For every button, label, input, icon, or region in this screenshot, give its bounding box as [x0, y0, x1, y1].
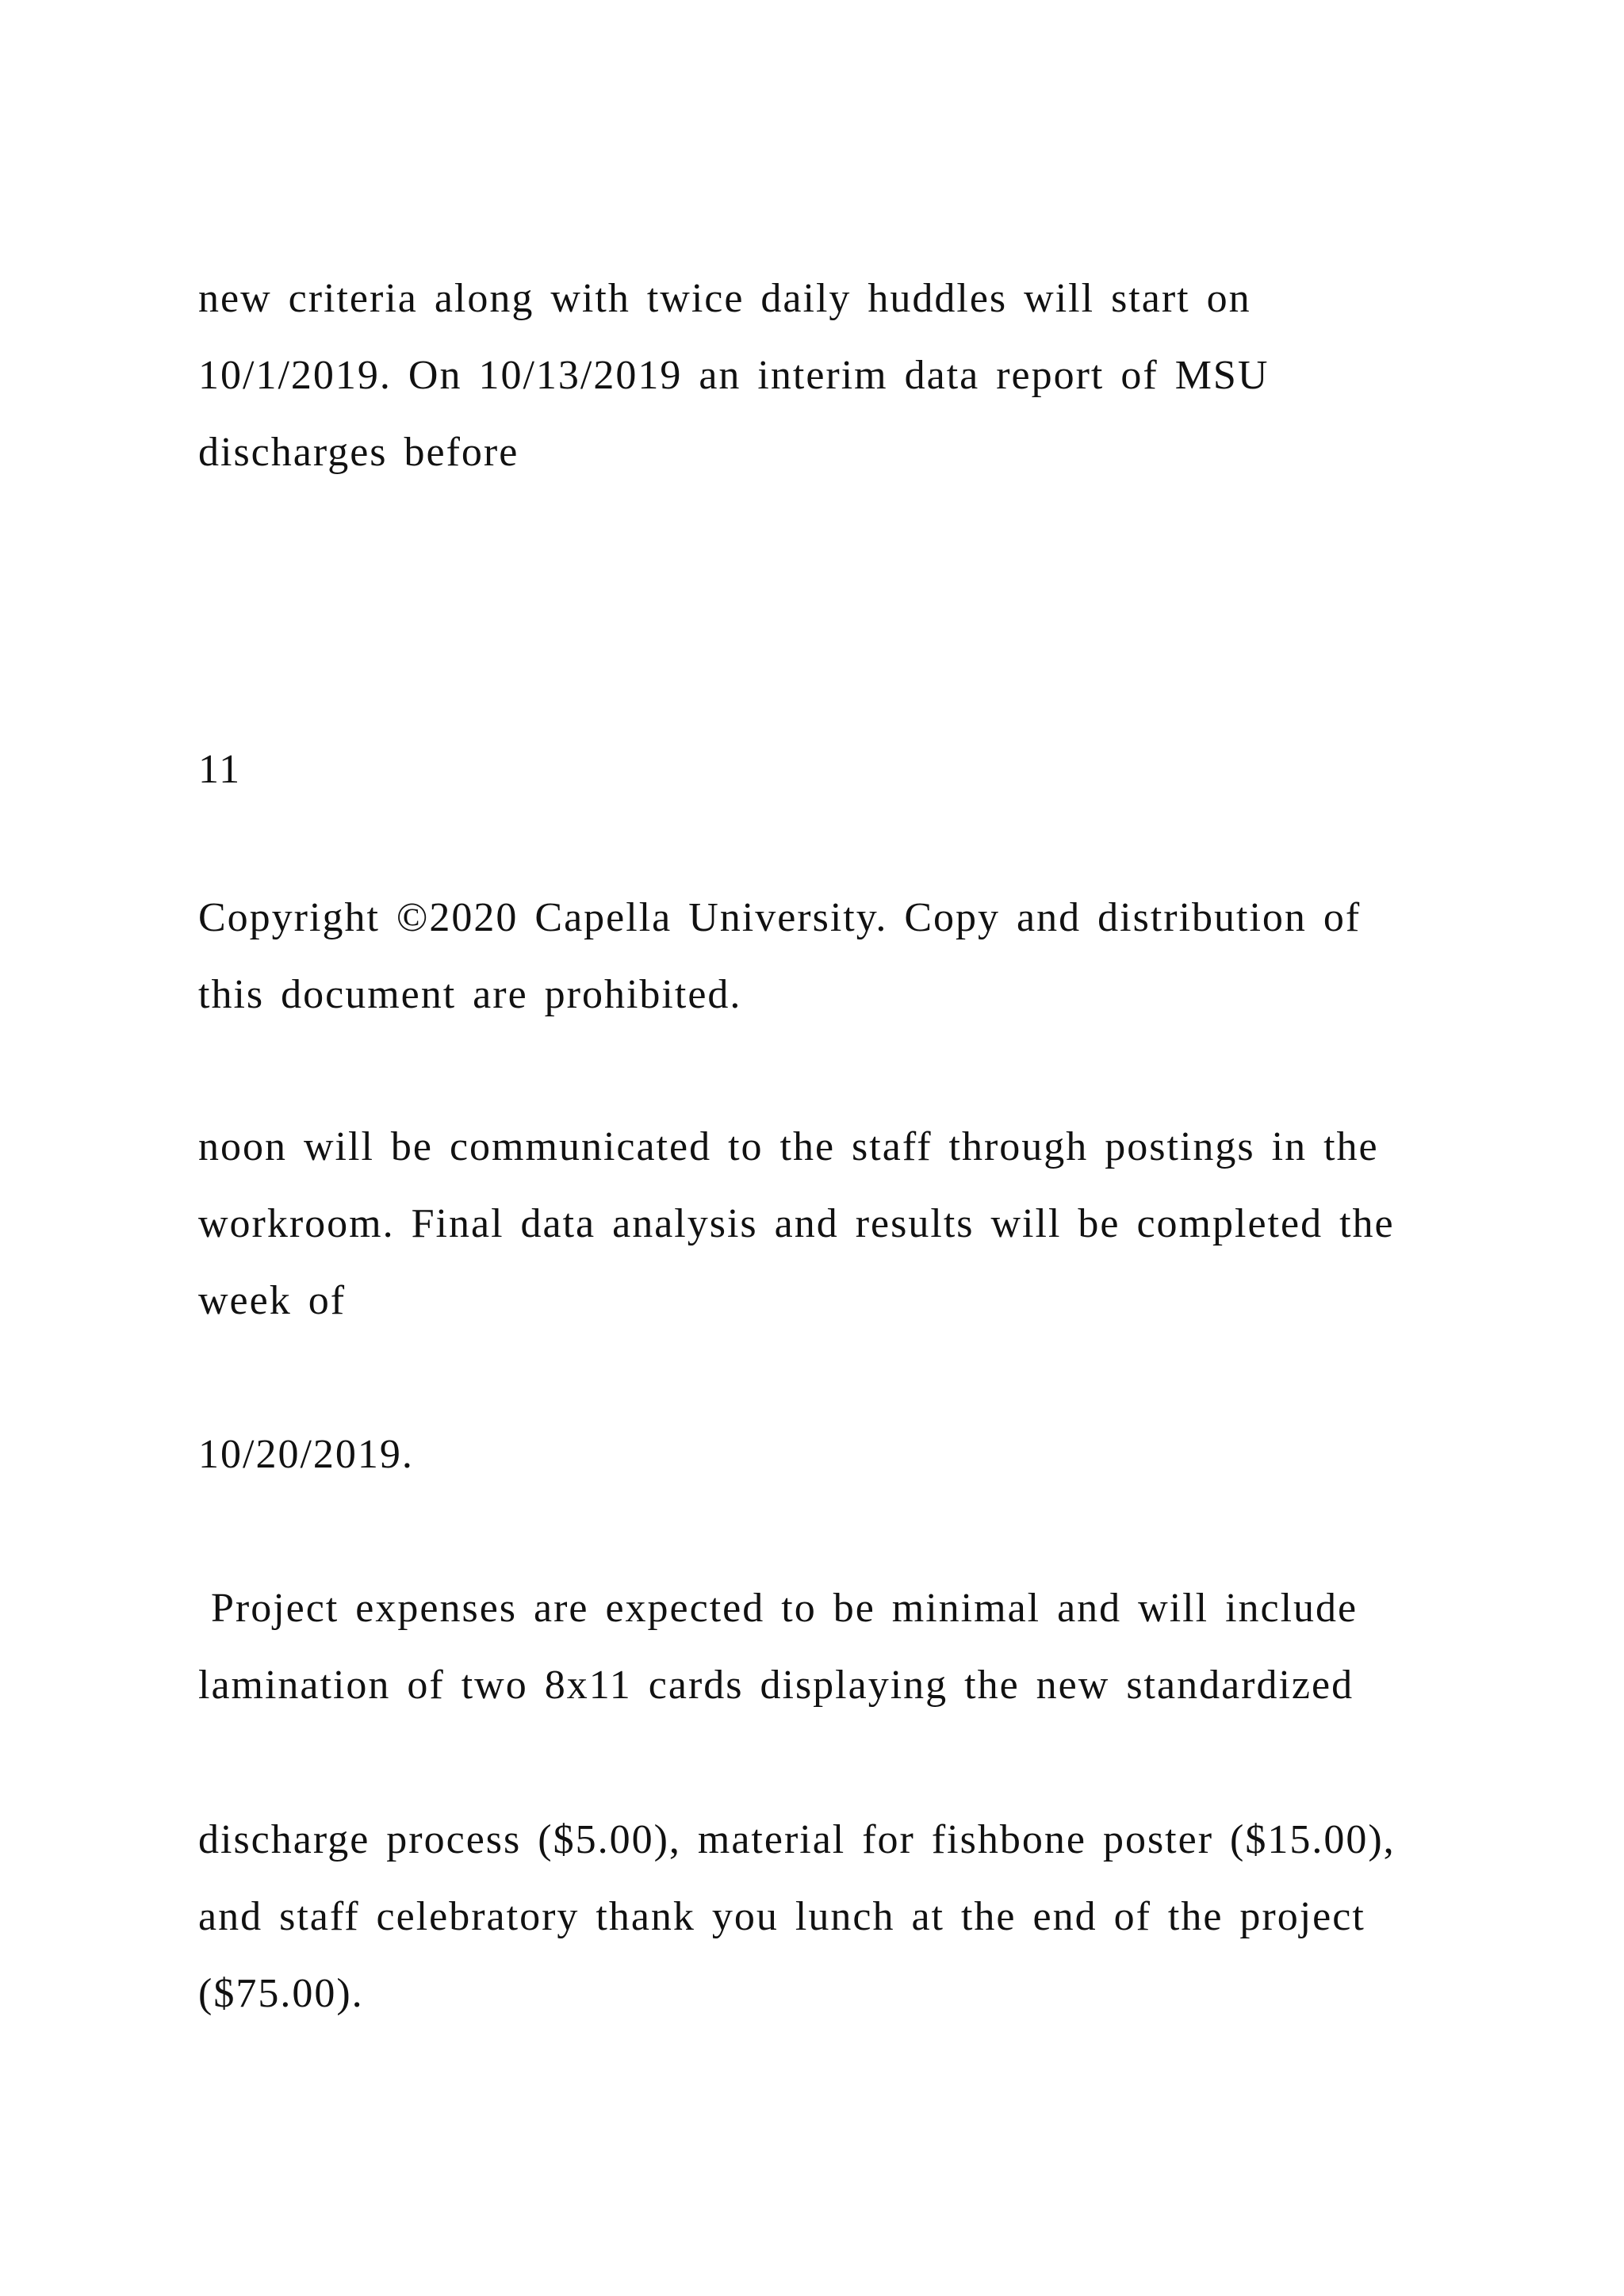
paragraph-4-line-1: discharge process ($5.00), material for fishbone poster ($15.00), — [198, 1817, 1396, 1862]
paragraph-1-line-1: new criteria along with twice daily huddles will start on — [198, 276, 1251, 321]
paragraph-3-line-2: lamination of two 8x11 cards displaying the new standardized — [198, 1663, 1354, 1708]
paragraph-4-line-2: and staff celebratory thank you lunch at the end of the project — [198, 1894, 1365, 1939]
paragraph-2-line-3: week of — [198, 1278, 347, 1323]
date-line: 10/20/2019. — [198, 1432, 414, 1477]
paragraph-1-line-2: 10/1/2019. On 10/13/2019 an interim data report of MSU — [198, 353, 1270, 398]
paragraph-1-line-3: discharges before — [198, 430, 519, 475]
paragraph-3-line-1: Project expenses are expected to be minimal and will include — [211, 1586, 1358, 1631]
paragraph-2-line-1: noon will be communicated to the staff through postings in the — [198, 1124, 1379, 1169]
paragraph-4-line-3: ($75.00). — [198, 1971, 364, 2016]
copyright-line-2: this document are prohibited. — [198, 972, 742, 1017]
paragraph-2-line-2: workroom. Final data analysis and results will be completed the — [198, 1201, 1395, 1246]
page-number: 11 — [198, 747, 242, 792]
copyright-line-1: Copyright ©2020 Capella University. Copy and distribution of — [198, 895, 1362, 940]
